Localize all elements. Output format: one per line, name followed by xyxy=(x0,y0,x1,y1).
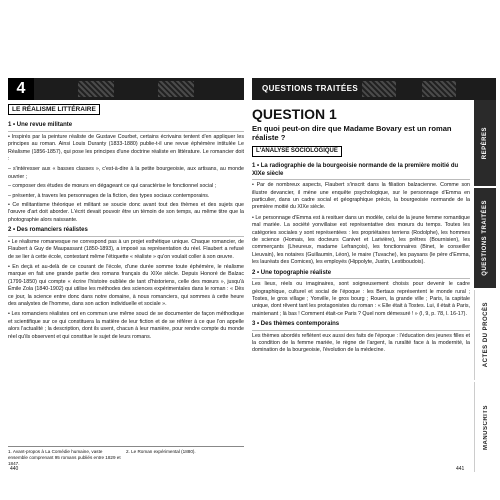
tab-manuscrits[interactable]: MANUSCRITS xyxy=(474,382,497,472)
page-number-right: 441 xyxy=(456,466,465,472)
paragraph: • Le réalisme romanesque ne correspond pas à un projet esthétique unique. Chaque romancier, de Flaubert à Guy de Maupassant (1850-1893), a imposé sa représentation du réel. Flaubert a refusé de se lier à cette école, contestant même l'étiquette « réaliste » qu'on voulait coller à son œuvre. xyxy=(8,238,244,260)
subheading: 3 • Des thèmes contemporains xyxy=(252,321,470,330)
paragraph: • Le personnage d'Emma est à resituer dans un modèle, celui de la jeune femme romantique mal mariée. La société yonvillaise est représentative des mœurs du temps. Toutes les catégories sociales y sont représentées : les propriétaires terriens (Rodolphe), les hommes de science (Homais, les docteurs Canivet et Larivière), les prêtres (Bournisien), les commerçants (Lheureux, madame Lefrançois), les fonctionnaires (Binet, le conseiller Lieuvain), les notaires (Guillaumin, Léon), le maire (Tuvache), les paysans (le père d'Emma, les lauréats des Comices), les employés (Hippolyte, Justin, Lestiboudois). xyxy=(252,214,470,266)
footnotes xyxy=(8,446,244,466)
ornament-icon xyxy=(78,81,114,97)
ornament-icon xyxy=(158,81,194,97)
question-title: QUESTION 1 xyxy=(252,106,337,122)
header-title: QUESTIONS TRAITÉES xyxy=(262,84,359,93)
paragraph: Les lieux, réels ou imaginaires, sont soigneusement choisis pour devenir le cadre géographique, culturel et social de l'époque : les Bertaux représentent le monde rural ; Tostes, le gros village ; Yonville, le gros bourg ; Rouen, la grande ville ; Paris, la capitale unique, dont rêvent tant les protagonistes du roman : « Elle était à Tostes. Lui, il était à Paris, maintenant ; là bas ! Comment était-ce Paris ? Quel nom démesuré ! » (I, 9, p. 78, l. 16-17). xyxy=(252,281,470,317)
paragraph: Les thèmes abordés reflètent eux aussi des faits de l'époque : l'éducation des jeunes filles et la condition de la femme mariée, le règne de l'argent, la ruralité face à la modernité, la domination de la bourgeoisie, l'évolution de la médecine. xyxy=(252,332,470,354)
paragraph: • Inspirés par la peinture réaliste de Gustave Courbet, certains écrivains tentent d'en appliquer les principes au roman. Ainsi Louis Duranty (1833-1880) publie-t-il une revue éphémère intitulée Le Réalisme (1856-1857), qui pose les principes d'une doctrine réaliste en littérature. Le romancier doit : xyxy=(8,133,244,163)
right-header-bar xyxy=(252,78,496,100)
paragraph: • Ce militantisme théorique et militant se soucie donc avant tout des thèmes et des sujets que l'œuvre d'art doit aborder. L'écrit devait pouvoir être un témoin de son temps, au même titre que la photographie alors naissante. xyxy=(8,202,244,223)
ornament-icon xyxy=(362,81,396,97)
subheading: 2 • Des romanciers réalistes xyxy=(8,227,244,236)
footnote: 1. Avant-propos à La Comédie humaine, vaste ensemble comprenant 95 romans publiés entre 1829 et 1847. xyxy=(8,449,121,466)
paragraph: • En deçà et au-delà de ce courant de l'école, d'une durée somme toute éphémère, le réalisme marque en fait une grande partie des romans français du XIXe siècle. Depuis Honoré de Balzac (1799-1850) qui compte « écrire l'histoire oubliée de tant d'historiens, celle des mœurs », jusqu'à Émile Zola (1840-1902) qui utilise les méthodes des sciences expérimentales dans le roman : « Dès ce jour, la science entre donc dans notre domaine, à nous romanciers, qui sommes à cette heure des analystes de l'homme, dans son action individuelle et sociale ». xyxy=(8,263,244,307)
ornament-icon xyxy=(422,81,456,97)
right-page-content xyxy=(252,104,470,358)
left-header-bar xyxy=(8,78,244,100)
side-tabs xyxy=(474,100,496,472)
tab-reperes[interactable]: REPÈRES xyxy=(474,100,496,186)
paragraph: • Par de nombreux aspects, Flaubert s'inscrit dans la filiation balzacienne. Comme son illustre devancier, il mène une enquête psychologique, sur le personnage d'Emma en particulier, dans un cadre social et géographique précis, la bourgeoisie normande de la première moitié du XIXe siècle. xyxy=(252,182,470,211)
tab-actes-du-proces[interactable]: ACTES DU PROCÈS xyxy=(474,290,497,380)
list-item: – s'intéresser aux « basses classes », c'est-à-dire à la petite bourgeoisie, aux artisans, au monde ouvrier ; xyxy=(8,166,244,180)
chapter-number: 4 xyxy=(8,78,34,100)
list-item: – présenter, à travers les personnages de la fiction, des types sociaux contemporains. xyxy=(8,192,210,199)
subheading: 1 • Une revue militante xyxy=(8,122,244,131)
list-item: – composer des études de mœurs en dégageant ce qui caractérise le fonctionnel social ; xyxy=(8,183,217,190)
analysis-label: L'ANALYSE SOCIOLOGIQUE xyxy=(252,146,342,157)
footnote: 2. Le Roman expérimental (1880). xyxy=(126,449,196,454)
tab-questions-traitees[interactable]: QUESTIONS TRAITÉES xyxy=(474,188,496,288)
page-number-left: 440 xyxy=(10,466,19,472)
subheading: 1 • La radiographie de la bourgeoisie normande de la première moitié du XIXe siècle xyxy=(252,163,470,180)
question-text: En quoi peut-on dire que Madame Bovary est un roman réaliste ? xyxy=(252,124,452,142)
subheading: 2 • Une topographie réaliste xyxy=(252,270,470,279)
section-title: LE RÉALISME LITTÉRAIRE xyxy=(8,104,100,115)
paragraph: • Les romanciers réalistes ont en commun une même souci de se documenter de façon méthodique et scientifique sur ce qui constituera la matière de leur fiction et de se référer à ce que l'on appelle alors l'actualité ; la description, dont ils usent, chacun à leur manière, pour rendre compte du monde réel qu'ils observent et qui constitue le sujet de leurs romans. xyxy=(8,311,244,340)
left-page-content xyxy=(8,104,244,344)
